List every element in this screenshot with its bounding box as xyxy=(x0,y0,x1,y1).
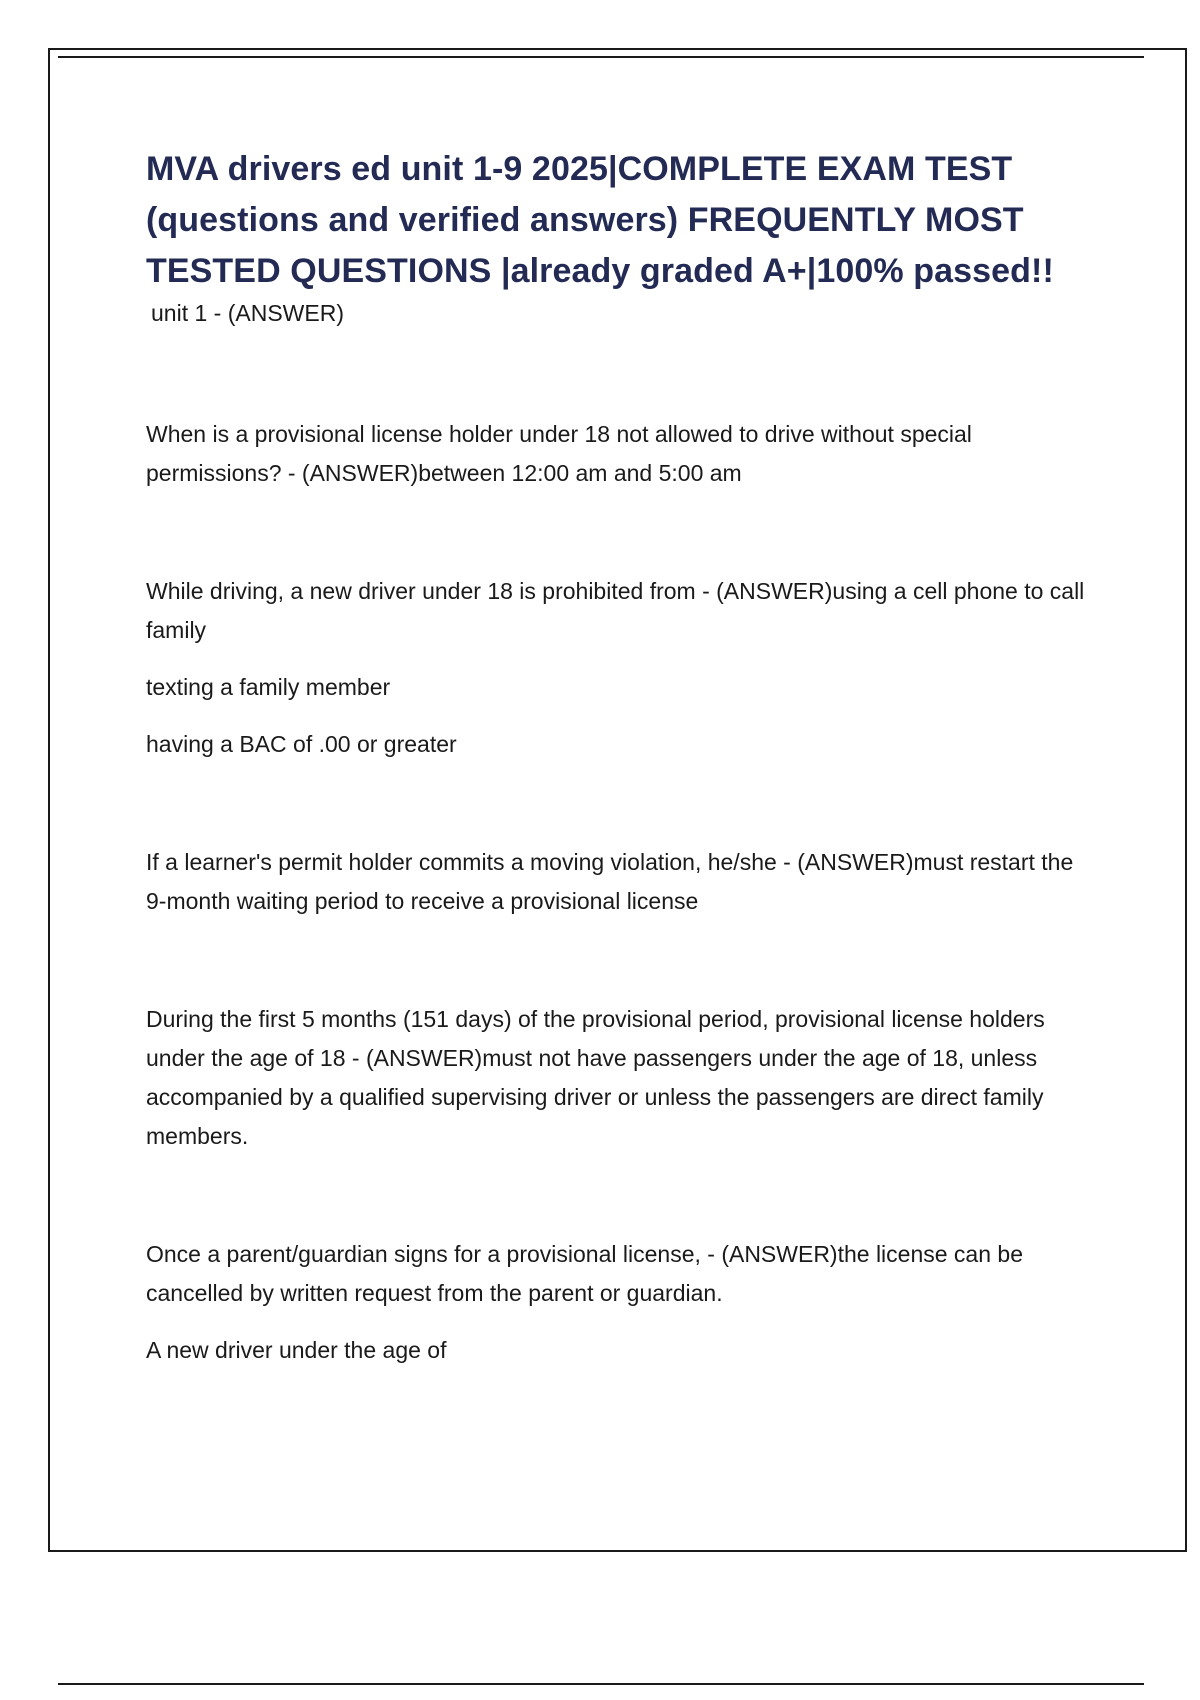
qa-text: When is a provisional license holder under 18 not allowed to drive without special permissions? - (ANSWER)between 12:00 am and 5:00 am xyxy=(146,421,972,486)
qa-item xyxy=(146,572,1096,764)
qa-item xyxy=(146,1235,1096,1370)
qa-text: While driving, a new driver under 18 is prohibited from - (ANSWER)using a cell phone to call family xyxy=(146,578,1085,643)
document-body xyxy=(146,144,1096,1370)
qa-text: If a learner's permit holder commits a moving violation, he/she - (ANSWER)must restart the 9-month waiting period to receive a provisional license xyxy=(146,849,1074,914)
qa-item xyxy=(146,843,1096,921)
qa-list xyxy=(146,415,1096,1370)
qa-extra-line: texting a family member xyxy=(146,674,391,700)
qa-text: During the first 5 months (151 days) of the provisional period, provisional license holders under the age of 18 - (ANSWER)must not have passengers under the age of 18, unless accompanied by a qualified supervising driver or unless the passengers are direct family members. xyxy=(146,1006,1045,1149)
qa-text: Once a parent/guardian signs for a provisional license, - (ANSWER)the license can be cancelled by written request from the parent or guardian. xyxy=(146,1241,1023,1306)
bottom-rule xyxy=(58,1683,1144,1685)
qa-extra-line: having a BAC of .00 or greater xyxy=(146,731,457,757)
qa-item xyxy=(146,415,1096,493)
qa-item xyxy=(146,1000,1096,1156)
document-title: MVA drivers ed unit 1-9 2025|COMPLETE EXAM TEST (questions and verified answers) FREQUENTLY MOST TESTED QUESTIONS |already graded A+|100% passed!! xyxy=(146,150,1054,290)
qa-extra-line: A new driver under the age of xyxy=(146,1337,447,1363)
unit-subtitle: unit 1 - (ANSWER) xyxy=(151,300,344,326)
